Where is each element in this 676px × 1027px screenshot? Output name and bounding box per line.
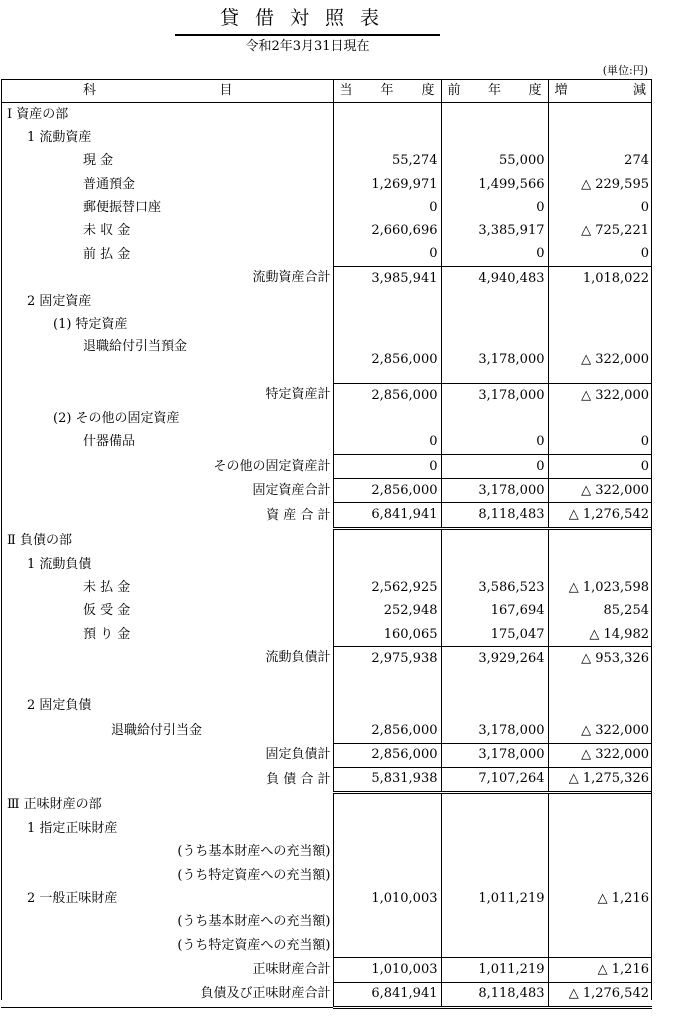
previous-year-value [441,528,548,553]
table-row [1,982,652,1007]
current-year-value [333,314,441,337]
previous-year-value: 1,499,566 [441,173,548,196]
table-row [1,103,652,127]
previous-year-value: 3,385,917 [441,219,548,242]
current-year-value [333,793,441,818]
change-value [548,817,652,840]
table-row [1,454,652,478]
table-row [1,600,652,623]
subject-header-part2: 目 [219,83,233,98]
table-row [1,337,652,384]
current-year-value: 2,856,000 [333,743,441,767]
current-year-value: 1,269,971 [333,173,441,196]
change-value [548,314,652,337]
header-char: 度 [421,83,435,98]
previous-year-value: 3,929,264 [441,647,548,671]
subject-header-part1: 科 [83,83,97,98]
table-row [1,864,652,887]
previous-year-value [441,817,548,840]
change-value: 1,018,022 [548,267,652,291]
table-row [1,841,652,864]
current-year-header-text [334,81,441,101]
previous-year-header [441,80,548,103]
change-value: △ 725,221 [548,219,652,242]
change-value [548,793,652,818]
change-value: 0 [548,243,652,267]
row-label: Ⅱ 負債の部 [7,532,72,548]
previous-year-value [441,407,548,430]
previous-year-value [441,864,548,887]
row-label: 固定資産合計 [252,482,331,498]
previous-year-value: 3,178,000 [441,743,548,767]
previous-year-value: 3,178,000 [441,337,548,384]
table-row [1,670,652,719]
change-value: △ 322,000 [548,383,652,407]
table-row [1,267,652,291]
previous-year-value [441,553,548,576]
change-value [548,934,652,958]
current-year-header [333,80,441,103]
current-year-value: 2,660,696 [333,219,441,242]
previous-year-value: 1,011,219 [441,958,548,982]
row-label: その他の固定資産計 [213,458,331,474]
table-row [1,150,652,173]
row-label: 特定資産計 [265,387,331,403]
previous-year-value [441,126,548,149]
previous-year-value [441,314,548,337]
table-row [1,243,652,267]
change-value [548,553,652,576]
previous-year-value: 4,940,483 [441,267,548,291]
previous-year-header-text [442,81,548,101]
current-year-value: 1,010,003 [333,887,441,910]
change-value: △ 229,595 [548,173,652,196]
table-row [1,528,652,553]
table-row [1,219,652,242]
row-label: (2) その他の固定資産 [53,410,180,426]
table-row [1,623,652,647]
current-year-value: 1,010,003 [333,958,441,982]
header-char: 年 [487,83,501,98]
previous-year-value: 175,047 [441,623,548,647]
table-row [1,887,652,910]
previous-year-value [441,934,548,958]
current-year-value [333,553,441,576]
table-row [1,793,652,818]
change-value: 274 [548,150,652,173]
table-row [1,503,652,528]
subject-header [1,80,333,103]
table-row [1,290,652,313]
balance-sheet-table [1,79,652,1009]
row-label: 什器備品 [83,434,136,450]
row-label: (うち特定資産への充当額) [177,867,331,883]
change-value: △ 1,216 [548,887,652,910]
current-year-value [333,841,441,864]
table-row [1,479,652,503]
change-value [548,528,652,553]
current-year-value: 3,985,941 [333,267,441,291]
current-year-value [333,817,441,840]
current-year-value [333,670,441,719]
current-year-value [333,126,441,149]
change-value [548,407,652,430]
change-value: △ 1,276,542 [548,503,652,528]
change-value: △ 1,216 [548,958,652,982]
row-label: (うち特定資産への充当額) [177,937,331,953]
document-title: 貸借対照表 [175,4,440,35]
change-value [548,103,652,127]
current-year-value: 0 [333,243,441,267]
previous-year-value: 0 [441,454,548,478]
table-row [1,767,652,792]
row-label: (うち基本財産への充当額) [177,844,331,860]
header-char: 当 [339,83,353,98]
current-year-value [333,934,441,958]
previous-year-value: 3,178,000 [441,719,548,743]
previous-year-value: 167,694 [441,600,548,623]
row-label: 退職給付引当金 [111,723,203,739]
row-label: 未 収 金 [83,223,131,239]
row-label: 負 債 合 計 [266,771,331,787]
table-row [1,173,652,196]
previous-year-value [441,841,548,864]
row-label: 郵便振替口座 [83,199,162,215]
table-row [1,934,652,958]
row-label: 前 払 金 [83,246,131,262]
previous-year-value [441,290,548,313]
current-year-value [333,103,441,127]
row-label: 2 固定負債 [27,698,92,714]
previous-year-value: 1,011,219 [441,887,548,910]
current-year-value: 55,274 [333,150,441,173]
document-date: 令和2年3月31日現在 [245,39,370,54]
previous-year-value [441,670,548,719]
unit-note: (単位:円) [602,64,648,77]
change-value: △ 322,000 [548,479,652,503]
row-label: 普通預金 [83,176,136,192]
title-underline [175,35,440,36]
table-row [1,647,652,671]
change-value: △ 1,276,542 [548,982,652,1007]
table-row [1,743,652,767]
current-year-value: 0 [333,454,441,478]
change-value: 0 [548,196,652,219]
change-value: △ 322,000 [548,743,652,767]
table-row [1,719,652,743]
change-value: △ 1,275,326 [548,767,652,792]
current-year-value: 5,831,938 [333,767,441,792]
table-row [1,126,652,149]
change-value [548,911,652,934]
previous-year-value: 3,178,000 [441,479,548,503]
current-year-value: 6,841,941 [333,503,441,528]
current-year-value [333,911,441,934]
change-value [548,841,652,864]
previous-year-value: 3,178,000 [441,383,548,407]
row-label: (うち基本財産への充当額) [177,914,331,930]
row-label: Ⅰ 資産の部 [7,106,69,122]
current-year-value [333,528,441,553]
row-label: 正味財産合計 [252,961,331,977]
previous-year-value: 3,586,523 [441,576,548,599]
row-label: (1) 特定資産 [53,317,128,333]
current-year-value: 2,562,925 [333,576,441,599]
row-label: 流動資産合計 [252,270,331,286]
header-char: 度 [528,83,542,98]
row-label: 退職給付引当預金 [83,338,188,354]
row-label: 未 払 金 [83,579,131,595]
table-row [1,958,652,982]
header-char: 減 [632,83,646,98]
change-value: 0 [548,454,652,478]
change-value [548,126,652,149]
table-row [1,314,652,337]
current-year-value: 2,856,000 [333,719,441,743]
change-value [548,864,652,887]
header-char: 年 [380,83,394,98]
change-value: △ 322,000 [548,337,652,384]
previous-year-value [441,103,548,127]
change-value: △ 1,023,598 [548,576,652,599]
row-label: 流動負債計 [265,650,331,666]
change-header [548,80,652,103]
row-label: 資 産 合 計 [266,507,331,523]
current-year-value: 0 [333,431,441,455]
table-row [1,553,652,576]
previous-year-value: 7,107,264 [441,767,548,792]
current-year-value: 160,065 [333,623,441,647]
current-year-value: 0 [333,196,441,219]
current-year-value [333,290,441,313]
row-label: 1 指定正味財産 [27,821,118,837]
table-row [1,407,652,430]
previous-year-value: 8,118,483 [441,503,548,528]
change-value [548,290,652,313]
table-row [1,817,652,840]
change-header-text [549,81,653,101]
row-label: 1 流動資産 [27,129,92,145]
row-label: 2 一般正味財産 [27,890,118,906]
row-label: 負債及び正味財産合計 [1,982,333,1007]
change-value: △ 322,000 [548,719,652,743]
change-value: △ 953,326 [548,647,652,671]
row-label: 固定負債計 [265,747,331,763]
row-label: 仮 受 金 [83,603,131,619]
row-label: Ⅲ 正味財産の部 [7,797,102,813]
previous-year-value: 0 [441,243,548,267]
change-value: 85,254 [548,600,652,623]
current-year-value: 252,948 [333,600,441,623]
row-label: 現 金 [83,153,114,169]
row-label: 預 り 金 [83,626,131,642]
current-year-value: 2,856,000 [333,337,441,384]
row-label: 2 固定資産 [27,294,92,310]
previous-year-value: 55,000 [441,150,548,173]
current-year-value: 2,856,000 [333,383,441,407]
previous-year-value: 0 [441,196,548,219]
table-row [1,196,652,219]
previous-year-value [441,911,548,934]
current-year-value: 6,841,941 [333,982,441,1007]
current-year-value: 2,975,938 [333,647,441,671]
current-year-value: 2,856,000 [333,479,441,503]
current-year-value [333,407,441,430]
previous-year-value: 0 [441,431,548,455]
change-value: △ 14,982 [548,623,652,647]
previous-year-value [441,793,548,818]
change-value [548,670,652,719]
current-year-value [333,864,441,887]
header-char: 増 [554,83,568,98]
header-char: 前 [447,83,461,98]
table-row [1,431,652,455]
table-row [1,383,652,407]
previous-year-value: 8,118,483 [441,982,548,1007]
table-row [1,911,652,934]
change-value: 0 [548,431,652,455]
table-row [1,576,652,599]
row-label: 1 流動負債 [27,556,92,572]
table-header-row [1,80,652,103]
